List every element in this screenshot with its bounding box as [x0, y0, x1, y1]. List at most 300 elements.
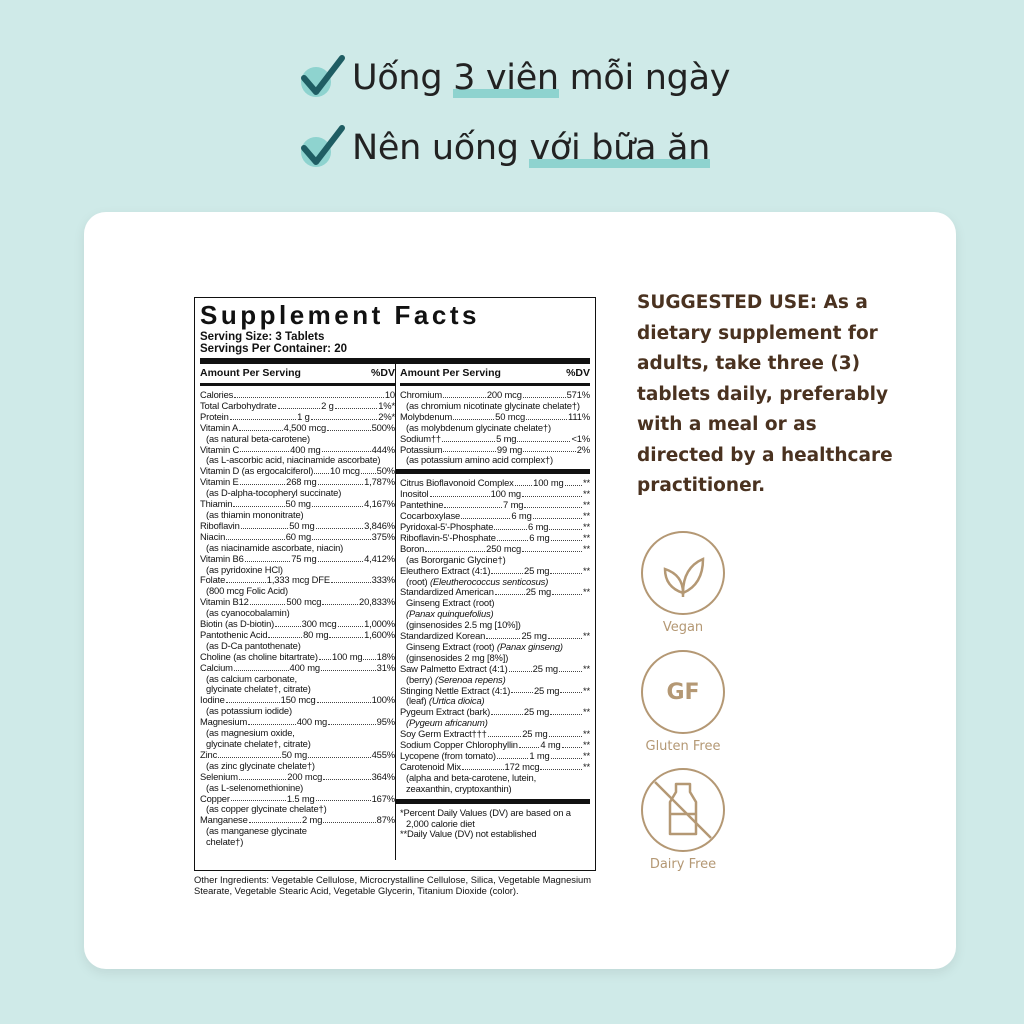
- nutrient-row: [400, 412, 590, 423]
- nutrient-name: Vitamin B12: [200, 596, 249, 608]
- nutrient-dv: **: [583, 630, 590, 642]
- nutrient-name: Copper: [200, 792, 230, 804]
- dot-leader: [523, 445, 576, 453]
- nutrient-name: Vitamin C: [200, 443, 240, 455]
- dot-leader: [526, 412, 567, 420]
- nutrient-row: [200, 630, 395, 641]
- nutrient-dv: **: [583, 477, 591, 489]
- nutrient-name: Lycopene (from tomato): [399, 750, 496, 761]
- dot-leader: [560, 686, 582, 694]
- nutrient-name: Soy Germ Extract†††: [399, 728, 487, 740]
- nutrient-source: (leaf) (Urtica dioica): [405, 696, 485, 707]
- dot-leader: [488, 729, 521, 737]
- nutrient-source: (as D-Ca pantothenate): [206, 640, 301, 651]
- headline-text: Nên uống với bữa ăn: [352, 128, 711, 168]
- dot-leader: [443, 445, 496, 453]
- nutrient-dv: **: [583, 706, 590, 718]
- nutrient-source: (as chromium nicotinate glycinate chelate†): [405, 400, 580, 411]
- nutrient-dv: 571%: [566, 389, 590, 400]
- nutrient-row: [400, 686, 590, 697]
- dot-leader: [549, 729, 582, 737]
- facts-left-column: [200, 364, 395, 860]
- dot-leader: [497, 533, 528, 541]
- nutrient-source: (Panax quinquefolius): [405, 609, 494, 620]
- dot-leader: [444, 500, 502, 508]
- dot-leader: [323, 772, 370, 780]
- nutrient-name: Standardized American: [399, 586, 494, 598]
- nutrient-amount: 250 mcg: [486, 542, 522, 554]
- nutrient-dv: 1,600%: [364, 628, 395, 640]
- nutrient-dv: <1%: [571, 432, 591, 444]
- nutrient-dv: 500%: [371, 421, 395, 433]
- dot-leader: [511, 686, 533, 694]
- dot-leader: [230, 412, 297, 420]
- nutrient-amount: 100 mg: [490, 488, 521, 500]
- nutrient-source: (as molybdenum glycinate chelate†): [405, 422, 551, 433]
- nutrient-amount: 1.5 mg: [286, 792, 315, 804]
- nutrient-amount: 2 g: [321, 399, 334, 411]
- nutrient-amount: 75 mg: [291, 552, 317, 564]
- suggested-use-text: SUGGESTED USE: As a dietary supplement for adults, take three (3) tablets daily, preferably with a meal or as directed by a healthcare practitioner.: [637, 292, 893, 496]
- dot-leader: [226, 532, 285, 540]
- dot-leader: [278, 401, 321, 409]
- nutrient-name: Magnesium: [200, 716, 248, 728]
- nutrient-source: (800 mcg Folic Acid): [206, 586, 288, 597]
- supplement-facts-panel: [194, 297, 596, 871]
- nutrient-dv: 4,412%: [364, 552, 395, 564]
- nutrient-dv: **: [583, 510, 591, 522]
- nutrient-name: Choline (as choline bitartrate): [200, 650, 318, 662]
- headline-highlight: 3 viên: [453, 58, 559, 98]
- nutrient-amount: 500 mcg: [286, 596, 322, 608]
- nutrient-amount: 4 mg: [540, 739, 561, 751]
- nutrient-dv: **: [583, 531, 590, 543]
- dot-leader: [519, 740, 539, 748]
- nutrient-amount: 1 g: [297, 410, 310, 422]
- dot-leader: [453, 412, 494, 420]
- nutrient-amount: 6 mg: [528, 520, 549, 532]
- nutrient-name: Standardized Korean: [399, 630, 486, 642]
- nutrient-name: Potassium: [399, 443, 443, 455]
- dot-leader: [316, 521, 364, 529]
- nutrient-dv: 1,787%: [364, 476, 395, 488]
- nutrient-amount: 100 mg: [332, 650, 363, 662]
- dot-leader: [308, 750, 371, 758]
- nutrient-name: Pantethine: [399, 499, 444, 511]
- nutrient-amount: 10 mcg: [330, 465, 360, 477]
- nutrient-dv: 375%: [371, 530, 395, 542]
- nutrient-dv: **: [583, 760, 591, 772]
- nutrient-source: (as copper glycinate chelate†): [206, 804, 327, 815]
- nutrient-amount: 60 mg: [285, 530, 312, 542]
- nutrient-name: Citrus Bioflavonoid Complex: [399, 477, 514, 489]
- dot-leader: [533, 511, 582, 519]
- nutrient-dv: **: [583, 684, 590, 696]
- nutrient-dv: **: [583, 739, 590, 751]
- dot-leader: [443, 390, 486, 398]
- nutrient-source: chelate†): [206, 837, 244, 848]
- dot-leader: [331, 575, 371, 583]
- gf-icon: GF: [666, 679, 700, 705]
- dot-leader: [241, 521, 289, 529]
- dot-leader: [425, 544, 485, 552]
- nutrient-dv: 4,167%: [364, 498, 395, 510]
- dot-leader: [486, 631, 520, 639]
- badge-label: Dairy Free: [649, 857, 717, 872]
- nutrient-row: [400, 566, 590, 577]
- nutrient-dv: 2%: [576, 443, 590, 455]
- vegan-badge: [641, 531, 725, 635]
- nutrient-dv: **: [583, 499, 591, 511]
- headline-highlight: với bữa ăn: [529, 128, 711, 168]
- nutrient-name: Iodine: [200, 694, 225, 706]
- nutrient-name: Chromium: [399, 389, 443, 400]
- nutrient-amount: 5 mg: [496, 432, 517, 444]
- nutrient-source: (as potassium amino acid complex†): [405, 455, 554, 466]
- nutrient-name: Vitamin A: [200, 421, 239, 433]
- nutrient-amount: 300 mcg: [301, 618, 337, 630]
- dot-leader: [442, 434, 495, 442]
- nutrient-name: Folate: [200, 574, 226, 586]
- nutrient-amount: 10: [384, 389, 395, 400]
- nutrient-name: Manganese: [200, 814, 248, 826]
- check-icon: [298, 124, 346, 172]
- dot-leader: [497, 751, 528, 759]
- nutrient-name: Thiamin: [200, 498, 233, 510]
- facts-right-column: [395, 364, 590, 860]
- dot-leader: [522, 489, 582, 497]
- nutrient-amount: 1,333 mcg DFE: [266, 574, 330, 586]
- dot-leader: [321, 663, 376, 671]
- dot-leader: [328, 717, 376, 725]
- check-icon: [298, 54, 346, 102]
- nutrient-dv: **: [583, 750, 591, 761]
- nutrient-dv: 3,846%: [364, 519, 395, 531]
- nutrient-amount: 25 mg: [522, 728, 548, 740]
- dot-leader: [524, 500, 582, 508]
- nutrient-source: (as calcium carbonate,: [206, 673, 298, 684]
- dot-leader: [338, 619, 364, 627]
- dot-leader: [248, 717, 296, 725]
- dot-leader: [233, 499, 284, 507]
- nutrient-amount: 200 mcg: [486, 389, 522, 400]
- nutrient-row: [200, 445, 395, 456]
- dv-header: %DV: [566, 367, 590, 379]
- dot-leader: [239, 423, 283, 431]
- dot-leader: [319, 652, 331, 660]
- dot-leader: [226, 575, 266, 583]
- nutrient-amount: 400 mg: [289, 661, 320, 673]
- dot-leader: [562, 740, 582, 748]
- nutrient-amount: 25 mg: [523, 706, 550, 718]
- headline-line-2: [298, 124, 710, 172]
- nutrient-source: (ginsenosides 2 mg [8%]): [405, 652, 509, 663]
- nutrient-dv: **: [583, 488, 590, 500]
- dot-leader: [551, 533, 582, 541]
- nutrient-dv: 111%: [568, 410, 590, 422]
- nutrient-source: (root) (Eleutherococcus senticosus): [405, 576, 549, 587]
- other-ingredients: Other Ingredients: Vegetable Cellulose, Microcrystalline Cellulose, Silica, Vegetable Magnesium Stearate, Vegetable Stearic Acid, Vegetable Glycerin, Titanium Dioxide (color).: [194, 874, 592, 896]
- nutrient-row: [200, 554, 395, 565]
- nutrient-dv: 167%: [371, 792, 395, 804]
- nutrient-row: [400, 445, 590, 456]
- nutrient-row: [200, 499, 395, 510]
- nutrient-name: Stinging Nettle Extract (4:1): [399, 684, 511, 696]
- nutrient-row: [200, 772, 395, 783]
- dot-leader: [523, 390, 566, 398]
- dot-leader: [550, 707, 582, 715]
- dot-leader: [363, 652, 375, 660]
- nutrient-source: (as niacinamide ascorbate, niacin): [206, 542, 344, 553]
- gluten-free-badge: [641, 650, 725, 754]
- dot-leader: [234, 663, 289, 671]
- dot-leader: [565, 478, 582, 486]
- nutrient-source: Ginseng Extract (root) (Panax ginseng): [405, 641, 563, 652]
- dot-leader: [249, 815, 301, 823]
- nutrient-dv: 455%: [371, 748, 395, 760]
- dot-leader: [314, 466, 329, 474]
- nutrient-name: Carotenoid Mix: [399, 760, 461, 772]
- footnote-dv: *Percent Daily Values (DV) are based on a 2,000 calorie diet **Daily Value (DV) not established: [399, 806, 571, 840]
- dairy-free-badge: [641, 768, 725, 872]
- nutrient-name: Molybdenum: [399, 410, 453, 422]
- nutrient-dv: 333%: [371, 574, 395, 586]
- dv-header: %DV: [371, 367, 395, 379]
- dot-leader: [551, 751, 582, 759]
- headline-line-1: [298, 54, 730, 102]
- nutrient-row: [200, 532, 395, 543]
- nutrient-amount: 150 mcg: [280, 694, 316, 706]
- dot-leader: [462, 762, 504, 770]
- nutrient-amount: 25 mg: [532, 662, 558, 674]
- nutrient-dv: 1,000%: [364, 618, 395, 630]
- dot-leader: [517, 434, 570, 442]
- dot-leader: [491, 566, 523, 574]
- nutrient-dv: **: [583, 728, 591, 740]
- dot-leader: [522, 544, 582, 552]
- nutrient-row: [200, 477, 395, 488]
- nutrient-source: (as thiamin mononitrate): [206, 509, 304, 520]
- nutrient-name: Pantothenic Acid: [200, 628, 268, 640]
- dot-leader: [318, 554, 364, 562]
- divider: [396, 469, 590, 474]
- nutrient-amount: 6 mg: [511, 510, 532, 522]
- nutrient-dv: **: [583, 520, 591, 532]
- nutrient-row: [200, 423, 395, 434]
- nutrient-name: Inositol: [399, 488, 429, 500]
- nutrient-amount: 25 mg: [533, 684, 560, 696]
- nutrient-row: [400, 434, 590, 445]
- nutrient-source: (as manganese glycinate: [206, 826, 307, 837]
- dot-leader: [322, 597, 358, 605]
- nutrient-amount: 7 mg: [503, 499, 524, 511]
- nutrient-dv: **: [583, 564, 591, 576]
- dot-leader: [329, 630, 363, 638]
- nutrient-source: glycinate chelate†, citrate): [206, 739, 311, 749]
- dot-leader: [234, 390, 384, 398]
- nutrient-name: Selenium: [200, 770, 238, 782]
- nutrient-amount: 1 mg: [529, 750, 550, 761]
- nutrient-name: Saw Palmetto Extract (4:1): [399, 662, 508, 674]
- facts-title: Supplement Facts: [200, 300, 480, 330]
- divider: [396, 799, 590, 804]
- nutrient-source: (berry) (Serenoa repens): [405, 674, 506, 685]
- nutrient-source: (as Bororganic Glycine†): [405, 554, 506, 565]
- nutrient-source: (as zinc glycinate chelate†): [206, 760, 315, 771]
- nutrient-name: Eleuthero Extract (4:1): [399, 564, 491, 576]
- nutrient-amount: 50 mg: [281, 748, 308, 760]
- nutrient-dv: 364%: [371, 770, 395, 782]
- nutrient-dv: 444%: [371, 443, 395, 455]
- nutrient-name: Zinc: [200, 748, 218, 760]
- nutrient-source: (as pyridoxine HCl): [206, 564, 283, 575]
- nutrient-amount: 400 mg: [290, 443, 321, 455]
- nutrient-name: Pygeum Extract (bark): [399, 706, 491, 718]
- dot-leader: [540, 762, 582, 770]
- nutrient-row: [200, 794, 395, 805]
- nutrient-source: Ginseng Extract (root): [405, 598, 495, 609]
- nutrient-row: [200, 663, 395, 674]
- nutrient-name: Pyridoxal-5'-Phosphate: [399, 520, 494, 532]
- dot-leader: [231, 794, 286, 802]
- dot-leader: [240, 445, 289, 453]
- dot-leader: [327, 423, 371, 431]
- dot-leader: [550, 566, 582, 574]
- dot-leader: [322, 445, 371, 453]
- dot-leader: [552, 587, 582, 595]
- dot-leader: [361, 466, 376, 474]
- nutrient-name: Calories: [200, 389, 234, 400]
- dot-leader: [312, 532, 371, 540]
- nutrient-amount: 25 mg: [525, 586, 552, 598]
- nutrient-row: [200, 575, 395, 586]
- nutrient-dv: 87%: [376, 814, 395, 826]
- nutrient-source: (as magnesium oxide,: [206, 728, 295, 739]
- nutrient-name: Boron: [399, 542, 425, 554]
- nutrient-dv: 50%: [376, 465, 395, 477]
- nutrient-row: [400, 631, 590, 642]
- nutrient-dv: 18%: [376, 650, 395, 662]
- headline-text: Uống 3 viên mỗi ngày: [352, 58, 731, 98]
- dot-leader: [317, 695, 371, 703]
- dot-leader: [515, 478, 532, 486]
- nutrient-source: zeaxanthin, cryptoxanthin): [405, 783, 512, 794]
- nutrient-dv: 1%*: [378, 399, 395, 411]
- nutrient-row: [400, 544, 590, 555]
- nutrient-amount: 50 mg: [285, 498, 311, 510]
- dot-leader: [239, 772, 286, 780]
- nutrient-amount: 25 mg: [521, 630, 547, 642]
- nutrient-amount: 50 mcg: [495, 410, 526, 422]
- nutrient-dv: **: [583, 662, 590, 674]
- dot-leader: [491, 707, 523, 715]
- nutrient-amount: 6 mg: [529, 531, 550, 543]
- nutrient-amount: 268 mg: [286, 476, 317, 488]
- dot-leader: [461, 511, 510, 519]
- nutrient-name: Sodium Copper Chlorophyllin: [399, 739, 518, 751]
- nutrient-row: [200, 717, 395, 728]
- nutrient-source: glycinate chelate†, citrate): [206, 684, 311, 695]
- nutrient-name: Total Carbohydrate: [200, 399, 277, 411]
- dot-leader: [226, 695, 280, 703]
- dot-leader: [495, 587, 525, 595]
- dot-leader: [548, 631, 582, 639]
- nutrient-source: (Pygeum africanum): [405, 718, 488, 729]
- nutrient-name: Niacin: [200, 530, 226, 542]
- nutrient-name: Vitamin E: [200, 476, 239, 488]
- nutrient-row: [400, 664, 590, 675]
- nutrient-dv: **: [583, 542, 590, 554]
- dot-leader: [275, 619, 301, 627]
- nutrient-name: Calcium: [200, 661, 233, 673]
- nutrient-dv: 31%: [376, 661, 395, 673]
- nutrient-name: Riboflavin-5'-Phosphate: [399, 531, 496, 543]
- nutrient-source: (as L-selenomethionine): [206, 782, 304, 793]
- nutrient-name: Cocarboxylase: [399, 510, 461, 522]
- dot-leader: [430, 489, 490, 497]
- dot-leader: [250, 597, 286, 605]
- nutrient-dv: 100%: [371, 694, 395, 706]
- nutrient-amount: 50 mg: [289, 519, 315, 531]
- nutrient-row: [400, 707, 590, 718]
- dot-leader: [245, 554, 291, 562]
- badge-label: Vegan: [662, 620, 704, 635]
- nutrient-name: Biotin (as D-biotin): [200, 618, 275, 630]
- dot-leader: [316, 794, 371, 802]
- nutrient-row: [200, 815, 395, 826]
- nutrient-row: [400, 587, 590, 598]
- dot-leader: [335, 401, 378, 409]
- dot-leader: [559, 664, 582, 672]
- amount-header: Amount Per Serving: [399, 367, 501, 379]
- dot-leader: [218, 750, 281, 758]
- nutrient-amount: 2 mg: [302, 814, 323, 826]
- nutrient-row: [200, 597, 395, 608]
- nutrient-name: Protein: [200, 410, 229, 422]
- nutrient-amount: 4,500 mcg: [283, 421, 327, 433]
- nutrient-dv: 95%: [376, 716, 395, 728]
- nutrient-source: (as cyanocobalamin): [206, 608, 290, 619]
- no-milk-bottle-icon: [641, 768, 725, 852]
- nutrient-amount: 400 mg: [296, 716, 328, 728]
- dot-leader: [323, 815, 375, 823]
- nutrient-source: (ginsenosides 2.5 mg [10%]): [405, 620, 521, 631]
- nutrient-source: (as D-alpha-tocopheryl succinate): [206, 488, 342, 499]
- nutrient-source: (as natural beta-carotene): [206, 433, 310, 444]
- nutrient-dv: **: [583, 586, 591, 598]
- nutrient-amount: 172 mcg: [504, 760, 540, 772]
- dot-leader: [240, 477, 286, 485]
- dot-leader: [549, 522, 582, 530]
- amount-header: Amount Per Serving: [200, 367, 301, 379]
- nutrient-amount: 80 mg: [303, 628, 329, 640]
- dot-leader: [268, 630, 302, 638]
- nutrient-dv: 2%*: [378, 410, 395, 422]
- nutrient-source: (as L-ascorbic acid, niacinamide ascorbate): [206, 455, 381, 466]
- nutrient-name: Vitamin D (as ergocalciferol): [200, 465, 314, 477]
- nutrient-amount: 99 mg: [496, 443, 523, 455]
- nutrient-source: (alpha and beta-carotene, lutein,: [405, 772, 537, 783]
- nutrient-name: Sodium††: [399, 432, 441, 444]
- nutrient-name: Vitamin B6: [200, 552, 244, 564]
- nutrient-row: [400, 390, 590, 401]
- nutrient-amount: 100 mg: [533, 477, 564, 489]
- nutrient-dv: 20,833%: [359, 596, 395, 608]
- nutrient-name: Riboflavin: [200, 519, 240, 531]
- dot-leader: [311, 412, 378, 420]
- nutrient-amount: 200 mcg: [287, 770, 323, 782]
- nutrient-row: [200, 695, 395, 706]
